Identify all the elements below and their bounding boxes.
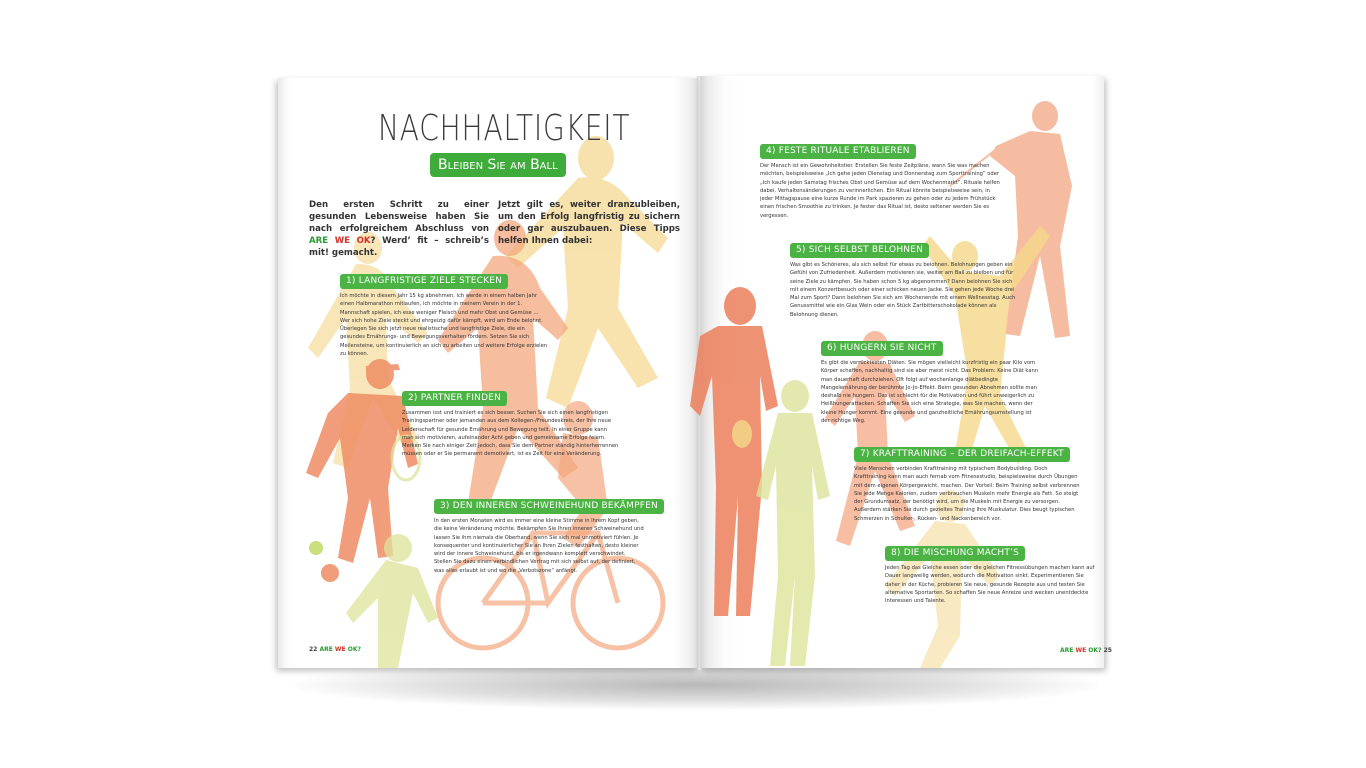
footer-brand-we: WE [334,646,348,653]
section-5-heading: 5) SICH SELBST BELOHNEN [790,243,929,258]
section-5 [790,237,1016,319]
section-4-heading: 4) FESTE RITUALE ETABLIEREN [760,144,916,159]
section-5-text: Was gibt es Schöneres, als sich selbst für etwas zu belohnen. Belohnungen geben ein Gefühl von Zufriedenheit. Außerdem motivieren sie, weiter am Ball zu bleiben und für seine Ziele zu kämpfen. Sie haben schon 5 kg abgenommen? Dann belohnen Sie sich mit einem Konzertbesuch oder einer schicken neuen Jacke. Sie gehen jede Woche drei Mal zum Sport? Dann belohnen Sie sich am Wochenende mit einem Wellnesstag. Auch Genussmittel wie ein Glas Wein oder ein Stück Zartbitterschokolade können als Belohnung dienen. [790,262,1016,318]
footer-brand-are-right: ARE [1060,647,1076,654]
section-2-heading: 2) PARTNER FINDEN [402,391,507,406]
section-7 [854,441,1080,523]
section-1-heading: 1) LANGFRISTIGE ZIELE STECKEN [340,274,508,289]
footer-brand-ok-right: OK? [1088,647,1102,654]
section-4 [760,138,1000,220]
intro-brand-1: ARE [309,236,335,246]
intro-text-1b: ? Werd’ fit – schreib’s mit! gemacht. [309,236,489,258]
page-number-right: 25 [1103,647,1112,654]
section-8 [885,540,1095,605]
intro-column-2 [498,199,680,247]
page-subtitle: Bleiben Sie am Ball [430,153,566,177]
section-6-text: Es gibt die verrücktesten Diäten. Sie mögen vielleicht kurzfristig ein paar Kilo vom Körper schaffen, nachhaltig sind sie aber meist nicht. Das Problem: Keine Diät kann man dauerhaft durchziehen. Oft folgt auf wochenlange diätbedingte Mangelernährung der berühmte Jo-Jo-Effekt. Beim gesunden Abnehmen sollte man deshalb nie hungern. Das ist schlecht für die Motivation und führt unweigerlich zu Heißhungerattacken. Schaffen Sie sich eine Strategie, was Sie machen, wenn der kleine Hunger kommt. Eine gesunde und ganzheitliche Ernährungsumstellung ist der richtige Weg. [821,360,1039,425]
intro-column-1 [309,199,489,259]
section-3 [434,493,658,575]
section-7-heading: 7) KRAFTTRAINING – DER DREIFACH-EFFEKT [854,447,1070,462]
section-8-text: Jeden Tag das Gleiche essen oder die gleichen Fitnessübungen machen kann auf Dauer langweilig werden, wodurch die Motivation sinkt. Experimentieren Sie daher in der Küche, probieren Sie neue, gesunde Rezepte aus und testen Sie alternative Sportarten. So schaffen Sie neue Anreize und wecken unentdeckte Interessen und Talente. [885,565,1095,605]
section-2-text: Zusammen isst und trainiert es sich besser. Suchen Sie sich einen langfristigen Trainingspartner oder jemanden aus dem Kollegen-/Freundeskreis, der Ihre neue Leidenschaft für gesunde Ernährung und Bewegung teilt. In einer Gruppe kann man sich motivieren, aufeinander Acht geben und gemeinsame Erfolge feiern. Merken Sie nach einiger Zeit jedoch, dass Sie dem Partner ständig hinterherrennen müssen oder er Sie permanent demotiviert, ist es Zeit für eine Veränderung. [402,410,619,458]
footer-brand-are: ARE [319,646,335,653]
section-6-heading: 6) HUNGERN SIE NICHT [821,341,943,356]
section-4-text: Der Mensch ist ein Gewohnheitstier. Erstellen Sie feste Zeitpläne, wann Sie was machen möchten, beispielsweise „Ich gehe jeden Dienstag und Donnerstag zum Sporttraining“ oder „Ich kaufe jeden Samstag frisches Obst und Gemüse auf dem Wochenmarkt“. Rituale helfen dabei, Verhaltensänderungen zu verinnerlichen. Ein Ritual könnte beispielsweise sein, in jeder Mittagspause eine kurze Runde im Park spazieren zu gehen oder zu jedem Frühstück einen frischen Smoothie zu trinken. Je fester das Ritual ist, desto seltener werden Sie es vergessen. [760,163,1000,219]
section-1 [340,268,550,358]
section-2 [402,385,620,459]
section-3-text: In den ersten Monaten wird es immer eine kleine Stimme in Ihrem Kopf geben, die keine Veränderung möchte. Bekämpfen Sie Ihren inneren Schweinehund und lassen Sie ihm niemals die Oberhand, wenn Sie sich mal unmotiviert fühlen. Je konsequenter und kontinuierlicher Sie an Ihren Zielen festhalten, desto kleiner wird der innere Schweinehund, bis er irgendwann komplett verschwindet. Stellen Sie dazu einen verbindlichen Vertrag mit sich selbst auf, der definiert, was alles erlaubt ist und wo die „Verbotszone“ anfängt. [434,518,644,574]
section-1-text: Ich möchte in diesem Jahr 15 kg abnehmen, ich werde in einem halben Jahr einen Halbmarathon mitlaufen, ich möchte in meinem Verein in der 1. Mannschaft spielen, ich esse weniger Fleisch und mehr Obst und Gemüse … Wer sich hohe Ziele steckt und ehrgeizig dafür kämpft, wird am Ende belohnt. Überlegen Sie sich jetzt neue realistische und langfristige Ziele, die ein gesundes Ernährungs- und Bewegungsverhalten fördern. Setzen Sie sich Meilensteine, um kontinuierlich an sich zu arbeiten und weitere Erfolge erzielen zu können. [340,293,548,358]
section-7-text: Viele Menschen verbinden Krafttraining mit typischem Bodybuilding. Doch Krafttraining kann man auch fernab vom Fitnessstudio, beispielsweise durch Übungen mit dem eigenen Körpergewicht, machen. Der Vorteil: Beim Training selbst verbrennen Sie jede Menge Kalorien, zudem verbrauchen Muskeln mehr Energie als Fett. So steigt der Grundumsatz, der benötigt wird, um die Muskeln mit Energie zu versorgen. Außerdem stärken Sie durch gezieltes Training Ihre Muskulatur. Dies beugt typischen Schmerzen in Schulter-, Rücken- und Nackenbereich vor. [854,466,1080,522]
section-6 [821,335,1041,425]
section-3-heading: 3) DEN INNEREN SCHWEINEHUND BEKÄMPFEN [434,499,664,514]
left-page [278,78,699,668]
page-title: NACHHALTIGKEIT [378,108,631,149]
page-number-left: 22 [309,646,318,653]
page-footer-right [1060,647,1112,654]
page-footer-left [309,646,361,653]
footer-brand-ok: OK? [347,646,361,653]
right-page [700,76,1112,668]
intro-brand-2: WE OK [334,236,371,246]
footer-brand-we-right: WE [1075,647,1089,654]
intro-text-1a: Den ersten Schritt zu einer gesunden Lebensweise haben Sie nach erfolgreichem Abschluss von [309,200,489,234]
intro-text-2: Jetzt gilt es, weiter dranzubleiben, um den Erfolg langfristig zu sichern oder gar auszubauen. Diese Tipps helfen Ihnen dabei: [498,200,680,246]
section-8-heading: 8) DIE MISCHUNG MACHT’S [885,546,1025,561]
